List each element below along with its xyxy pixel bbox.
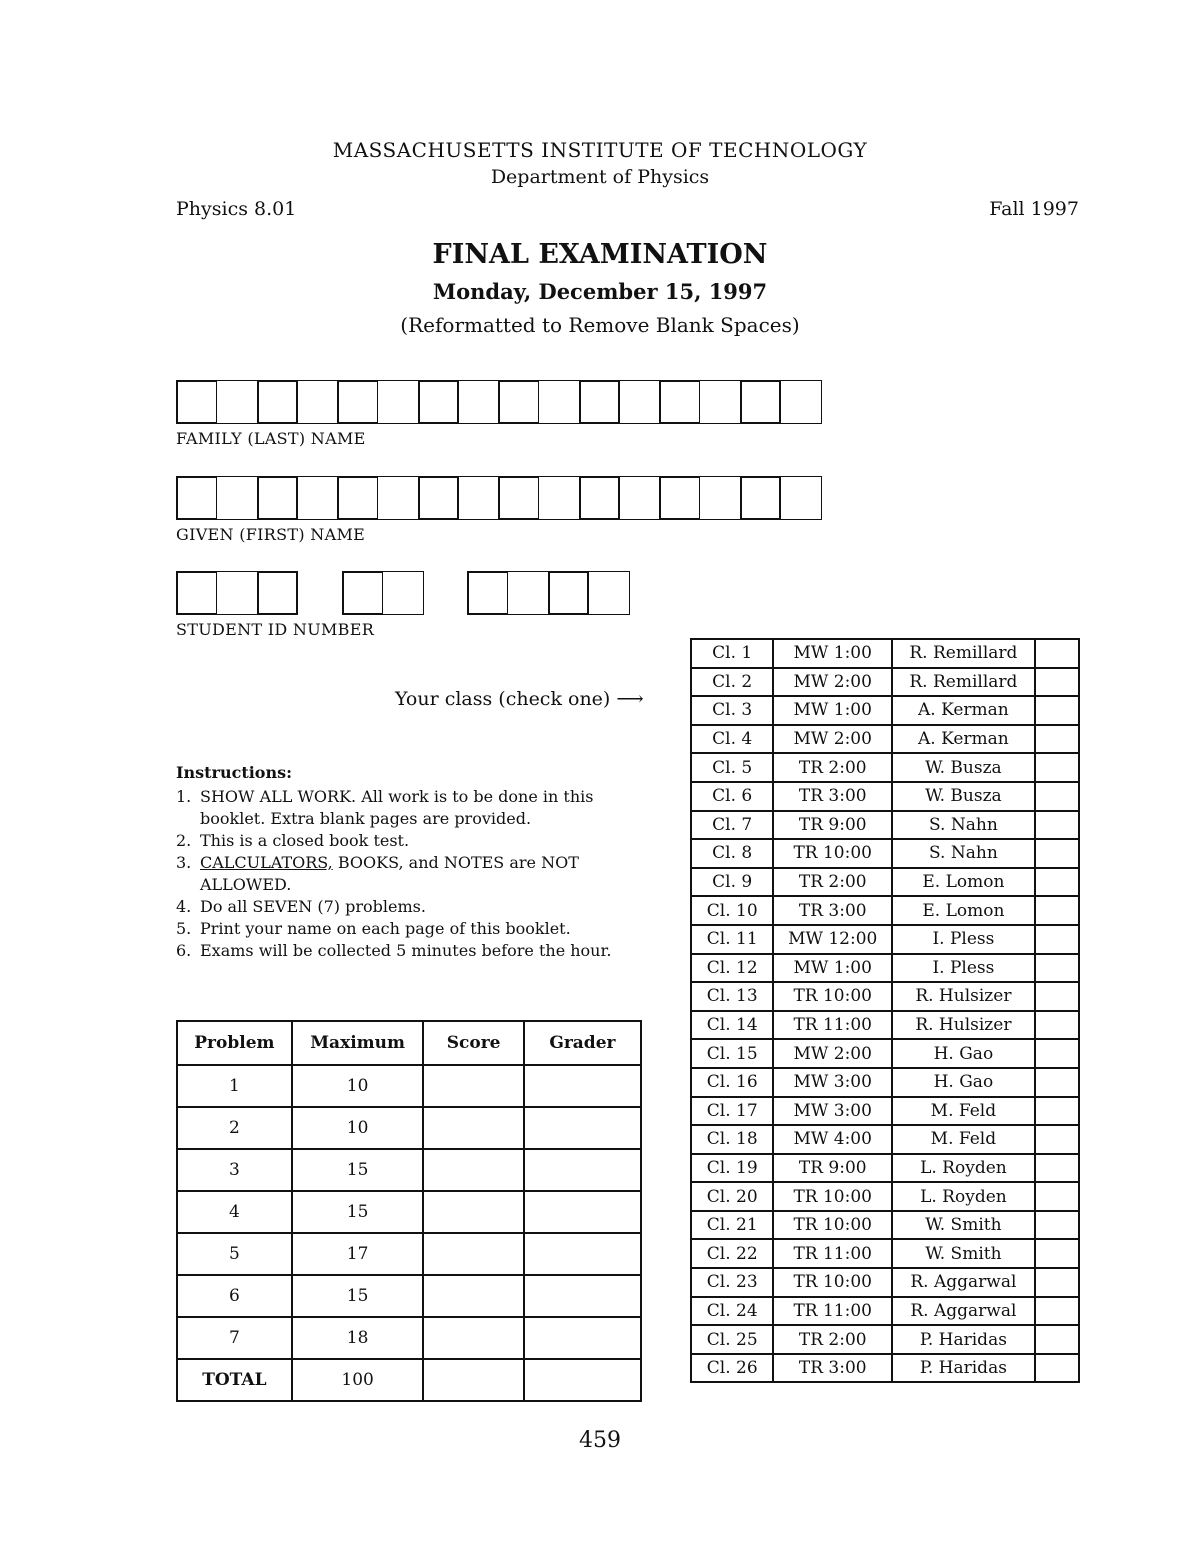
class-row	[691, 1354, 1079, 1383]
class-checkbox[interactable]	[1035, 1068, 1079, 1097]
letter-box[interactable]	[619, 476, 661, 520]
score-cell[interactable]	[423, 1065, 523, 1107]
class-checkbox[interactable]	[1035, 1354, 1079, 1383]
class-checkbox[interactable]	[1035, 839, 1079, 868]
class-time: TR 10:00	[773, 1211, 892, 1240]
class-instructor: L. Royden	[892, 1182, 1035, 1211]
class-time: MW 1:00	[773, 954, 892, 983]
header-problem: Problem	[177, 1021, 292, 1065]
score-row	[177, 1275, 641, 1317]
class-instructor: L. Royden	[892, 1154, 1035, 1183]
class-time: TR 11:00	[773, 1239, 892, 1268]
term: Fall 1997	[989, 198, 1079, 220]
problem-maximum: 17	[292, 1233, 424, 1275]
exam-title: FINAL EXAMINATION	[432, 239, 768, 270]
class-time: MW 3:00	[773, 1068, 892, 1097]
class-instructor: W. Busza	[892, 782, 1035, 811]
letter-box[interactable]	[659, 380, 701, 424]
family-name-label: FAMILY (LAST) NAME	[176, 429, 366, 448]
course-name: Physics 8.01	[176, 198, 297, 220]
class-row	[691, 896, 1079, 925]
letter-box[interactable]	[659, 476, 701, 520]
class-id: Cl. 14	[691, 1011, 773, 1040]
exam-date: Monday, December 15, 1997	[432, 279, 768, 304]
letter-box[interactable]	[176, 476, 218, 520]
class-row	[691, 1039, 1079, 1068]
class-instructor: E. Lomon	[892, 868, 1035, 897]
letter-box[interactable]	[507, 571, 549, 615]
class-row	[691, 925, 1079, 954]
class-id: Cl. 6	[691, 782, 773, 811]
total-grader-cell[interactable]	[524, 1359, 641, 1401]
letter-box[interactable]	[257, 380, 299, 424]
class-time: TR 2:00	[773, 868, 892, 897]
grader-cell[interactable]	[524, 1149, 641, 1191]
problem-number: 1	[177, 1065, 292, 1107]
problem-maximum: 18	[292, 1317, 424, 1359]
class-instructor: E. Lomon	[892, 896, 1035, 925]
class-time: TR 2:00	[773, 1325, 892, 1354]
letter-box[interactable]	[467, 571, 509, 615]
class-instructor: R. Remillard	[892, 639, 1035, 668]
class-instructor: A. Kerman	[892, 696, 1035, 725]
class-row	[691, 839, 1079, 868]
score-table-header-row	[177, 1021, 641, 1065]
class-checkbox[interactable]	[1035, 1297, 1079, 1326]
page-number: 459	[579, 1428, 621, 1453]
class-row	[691, 982, 1079, 1011]
class-checkbox[interactable]	[1035, 1039, 1079, 1068]
letter-box[interactable]	[498, 476, 540, 520]
class-id: Cl. 10	[691, 896, 773, 925]
student-id-boxes-group-3[interactable]	[467, 571, 628, 615]
score-total-row	[177, 1359, 641, 1401]
class-row	[691, 668, 1079, 697]
class-id: Cl. 19	[691, 1154, 773, 1183]
class-checkbox[interactable]	[1035, 1182, 1079, 1211]
grader-cell[interactable]	[524, 1107, 641, 1149]
score-cell[interactable]	[423, 1275, 523, 1317]
class-row	[691, 782, 1079, 811]
class-instructor: R. Remillard	[892, 668, 1035, 697]
class-row	[691, 639, 1079, 668]
class-id: Cl. 11	[691, 925, 773, 954]
class-instructor: R. Aggarwal	[892, 1297, 1035, 1326]
letter-box[interactable]	[579, 380, 621, 424]
class-id: Cl. 25	[691, 1325, 773, 1354]
class-instructor: P. Haridas	[892, 1354, 1035, 1383]
class-checkbox[interactable]	[1035, 868, 1079, 897]
class-row	[691, 1182, 1079, 1211]
letter-box[interactable]	[579, 476, 621, 520]
problem-maximum: 10	[292, 1065, 424, 1107]
class-row	[691, 1154, 1079, 1183]
class-time: TR 3:00	[773, 782, 892, 811]
letter-box[interactable]	[342, 571, 384, 615]
problem-maximum: 15	[292, 1149, 424, 1191]
class-time: TR 9:00	[773, 1154, 892, 1183]
letter-box[interactable]	[216, 476, 258, 520]
letter-box[interactable]	[538, 380, 580, 424]
score-row	[177, 1191, 641, 1233]
institution-name: MASSACHUSETTS INSTITUTE OF TECHNOLOGY	[332, 138, 868, 162]
class-checkbox[interactable]	[1035, 725, 1079, 754]
score-row	[177, 1317, 641, 1359]
class-prompt: Your class (check one) ⟶	[395, 688, 644, 710]
problem-maximum: 10	[292, 1107, 424, 1149]
problem-maximum: 15	[292, 1275, 424, 1317]
letter-box[interactable]	[780, 476, 822, 520]
letter-box[interactable]	[257, 476, 299, 520]
class-id: Cl. 4	[691, 725, 773, 754]
instructions-title: Instructions:	[176, 763, 293, 782]
class-checkbox[interactable]	[1035, 954, 1079, 983]
class-time: TR 10:00	[773, 982, 892, 1011]
class-row	[691, 811, 1079, 840]
class-instructor: H. Gao	[892, 1068, 1035, 1097]
class-id: Cl. 18	[691, 1125, 773, 1154]
class-time: TR 10:00	[773, 1268, 892, 1297]
class-row	[691, 1097, 1079, 1126]
class-id: Cl. 20	[691, 1182, 773, 1211]
instructions	[176, 762, 646, 962]
letter-box[interactable]	[740, 476, 782, 520]
grader-cell[interactable]	[524, 1317, 641, 1359]
problem-number: 7	[177, 1317, 292, 1359]
class-row	[691, 1011, 1079, 1040]
class-checkbox[interactable]	[1035, 1268, 1079, 1297]
class-instructor: M. Feld	[892, 1097, 1035, 1126]
class-instructor: P. Haridas	[892, 1325, 1035, 1354]
given-name-label: GIVEN (FIRST) NAME	[176, 525, 366, 544]
class-id: Cl. 16	[691, 1068, 773, 1097]
class-time: TR 10:00	[773, 1182, 892, 1211]
letter-box[interactable]	[257, 571, 299, 615]
problem-number: 3	[177, 1149, 292, 1191]
score-row	[177, 1149, 641, 1191]
class-id: Cl. 12	[691, 954, 773, 983]
class-id: Cl. 7	[691, 811, 773, 840]
class-id: Cl. 26	[691, 1354, 773, 1383]
student-id-label: STUDENT ID NUMBER	[176, 620, 375, 639]
instruction-item: 1. SHOW ALL WORK. All work is to be done in this booklet. Extra blank pages are provided.	[176, 787, 594, 828]
total-label: TOTAL	[177, 1359, 292, 1401]
class-id: Cl. 21	[691, 1211, 773, 1240]
class-checkbox[interactable]	[1035, 1097, 1079, 1126]
class-row	[691, 1068, 1079, 1097]
student-id-boxes-group-2[interactable]	[342, 571, 423, 615]
class-id: Cl. 1	[691, 639, 773, 668]
class-id: Cl. 3	[691, 696, 773, 725]
class-instructor: S. Nahn	[892, 811, 1035, 840]
letter-box[interactable]	[588, 571, 630, 615]
class-id: Cl. 8	[691, 839, 773, 868]
class-row	[691, 1211, 1079, 1240]
class-row	[691, 1239, 1079, 1268]
problem-maximum: 15	[292, 1191, 424, 1233]
letter-box[interactable]	[176, 571, 218, 615]
letter-box[interactable]	[538, 476, 580, 520]
student-id-boxes-group-1[interactable]	[176, 571, 297, 615]
class-checkbox[interactable]	[1035, 1125, 1079, 1154]
class-time: MW 2:00	[773, 668, 892, 697]
letter-box[interactable]	[619, 380, 661, 424]
header-grader: Grader	[524, 1021, 641, 1065]
class-instructor: W. Smith	[892, 1239, 1035, 1268]
letter-box[interactable]	[337, 380, 379, 424]
problem-number: 4	[177, 1191, 292, 1233]
total-score-cell[interactable]	[423, 1359, 523, 1401]
instructions-list	[176, 786, 646, 962]
class-checkbox[interactable]	[1035, 896, 1079, 925]
score-row	[177, 1065, 641, 1107]
letter-box[interactable]	[498, 380, 540, 424]
class-id: Cl. 9	[691, 868, 773, 897]
score-row	[177, 1233, 641, 1275]
grader-cell[interactable]	[524, 1191, 641, 1233]
letter-box[interactable]	[377, 380, 419, 424]
class-checkbox[interactable]	[1035, 982, 1079, 1011]
class-checkbox[interactable]	[1035, 1154, 1079, 1183]
grader-cell[interactable]	[524, 1275, 641, 1317]
score-cell[interactable]	[423, 1317, 523, 1359]
class-time: TR 10:00	[773, 839, 892, 868]
letter-box[interactable]	[297, 476, 339, 520]
class-time: MW 1:00	[773, 696, 892, 725]
class-time: MW 3:00	[773, 1097, 892, 1126]
total-maximum: 100	[292, 1359, 424, 1401]
class-row	[691, 1325, 1079, 1354]
class-time: TR 9:00	[773, 811, 892, 840]
score-cell[interactable]	[423, 1191, 523, 1233]
class-checkbox[interactable]	[1035, 1211, 1079, 1240]
class-instructor: S. Nahn	[892, 839, 1035, 868]
class-checkbox[interactable]	[1035, 1325, 1079, 1354]
problem-number: 6	[177, 1275, 292, 1317]
letter-box[interactable]	[382, 571, 424, 615]
class-id: Cl. 24	[691, 1297, 773, 1326]
class-time: MW 2:00	[773, 725, 892, 754]
class-table	[690, 638, 1080, 1383]
class-checkbox[interactable]	[1035, 639, 1079, 668]
class-instructor: R. Aggarwal	[892, 1268, 1035, 1297]
class-id: Cl. 13	[691, 982, 773, 1011]
class-checkbox[interactable]	[1035, 753, 1079, 782]
exam-note: (Reformatted to Remove Blank Spaces)	[400, 313, 800, 337]
class-instructor: M. Feld	[892, 1125, 1035, 1154]
class-row	[691, 868, 1079, 897]
score-cell[interactable]	[423, 1107, 523, 1149]
class-checkbox[interactable]	[1035, 1239, 1079, 1268]
letter-box[interactable]	[377, 476, 419, 520]
class-time: MW 1:00	[773, 639, 892, 668]
letter-box[interactable]	[780, 380, 822, 424]
letter-box[interactable]	[297, 380, 339, 424]
class-checkbox[interactable]	[1035, 811, 1079, 840]
class-instructor: H. Gao	[892, 1039, 1035, 1068]
class-time: MW 4:00	[773, 1125, 892, 1154]
class-row	[691, 1268, 1079, 1297]
class-time: MW 12:00	[773, 925, 892, 954]
letter-box[interactable]	[740, 380, 782, 424]
class-id: Cl. 17	[691, 1097, 773, 1126]
letter-box[interactable]	[548, 571, 590, 615]
letter-box[interactable]	[699, 380, 741, 424]
class-row	[691, 753, 1079, 782]
header-maximum: Maximum	[292, 1021, 424, 1065]
letter-box[interactable]	[458, 476, 500, 520]
letter-box[interactable]	[699, 476, 741, 520]
class-row	[691, 954, 1079, 983]
instruction-item: 6. Exams will be collected 5 minutes before the hour.	[176, 941, 612, 960]
letter-box[interactable]	[337, 476, 379, 520]
grader-cell[interactable]	[524, 1065, 641, 1107]
given-name-boxes[interactable]	[176, 476, 820, 520]
letter-box[interactable]	[176, 380, 218, 424]
grader-cell[interactable]	[524, 1233, 641, 1275]
class-time: TR 11:00	[773, 1297, 892, 1326]
class-checkbox[interactable]	[1035, 1011, 1079, 1040]
problem-number: 2	[177, 1107, 292, 1149]
instruction-item: 2. This is a closed book test.	[176, 831, 410, 850]
class-id: Cl. 22	[691, 1239, 773, 1268]
family-name-boxes[interactable]	[176, 380, 820, 424]
instruction-item: 3. CALCULATORS, BOOKS, and NOTES are NOT ALLOWED.	[176, 853, 579, 894]
header-score: Score	[423, 1021, 523, 1065]
class-checkbox[interactable]	[1035, 925, 1079, 954]
letter-box[interactable]	[216, 380, 258, 424]
class-instructor: W. Smith	[892, 1211, 1035, 1240]
letter-box[interactable]	[418, 476, 460, 520]
class-instructor: I. Pless	[892, 954, 1035, 983]
score-cell[interactable]	[423, 1149, 523, 1191]
class-instructor: R. Hulsizer	[892, 982, 1035, 1011]
class-checkbox[interactable]	[1035, 782, 1079, 811]
class-id: Cl. 23	[691, 1268, 773, 1297]
department-name: Department of Physics	[490, 166, 710, 188]
class-time: TR 3:00	[773, 1354, 892, 1383]
instruction-item: 4. Do all SEVEN (7) problems.	[176, 897, 426, 916]
letter-box[interactable]	[418, 380, 460, 424]
class-checkbox[interactable]	[1035, 668, 1079, 697]
class-time: MW 2:00	[773, 1039, 892, 1068]
class-time: TR 2:00	[773, 753, 892, 782]
class-row	[691, 725, 1079, 754]
class-time: TR 3:00	[773, 896, 892, 925]
class-id: Cl. 2	[691, 668, 773, 697]
letter-box[interactable]	[458, 380, 500, 424]
class-id: Cl. 5	[691, 753, 773, 782]
class-row	[691, 1125, 1079, 1154]
class-time: TR 11:00	[773, 1011, 892, 1040]
class-instructor: A. Kerman	[892, 725, 1035, 754]
instruction-item: 5. Print your name on each page of this booklet.	[176, 919, 571, 938]
problem-number: 5	[177, 1233, 292, 1275]
class-id: Cl. 15	[691, 1039, 773, 1068]
score-row	[177, 1107, 641, 1149]
score-cell[interactable]	[423, 1233, 523, 1275]
class-instructor: I. Pless	[892, 925, 1035, 954]
score-table	[176, 1020, 642, 1402]
class-row	[691, 696, 1079, 725]
class-checkbox[interactable]	[1035, 696, 1079, 725]
class-row	[691, 1297, 1079, 1326]
letter-box[interactable]	[216, 571, 258, 615]
class-instructor: W. Busza	[892, 753, 1035, 782]
class-instructor: R. Hulsizer	[892, 1011, 1035, 1040]
